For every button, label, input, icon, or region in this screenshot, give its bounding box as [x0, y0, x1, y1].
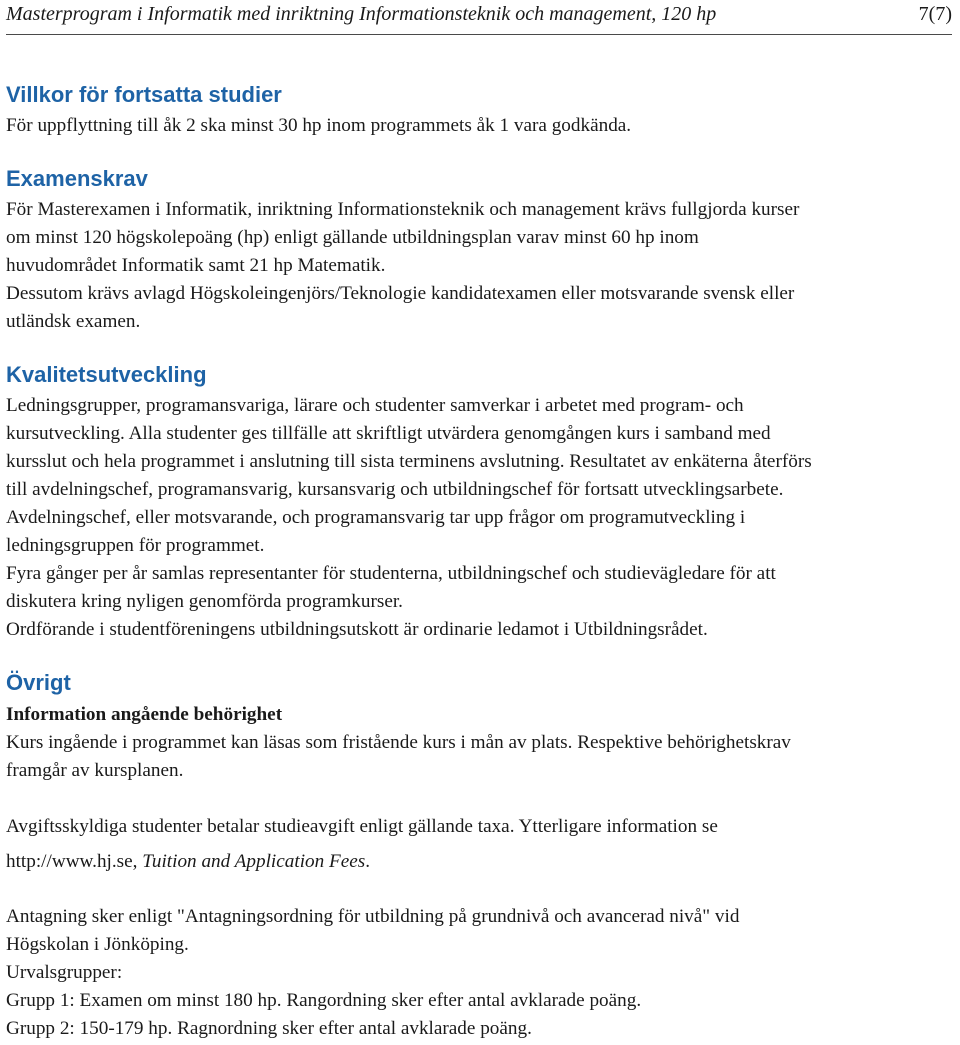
kvalitet-line: diskutera kring nyligen genomförda programkurser. [6, 591, 403, 612]
kvalitet-line: Fyra gånger per år samlas representanter för studenterna, utbildningschef och studievägledare för att [6, 563, 776, 584]
kvalitet-line: Ordförande i studentföreningens utbildningsutskott är ordinarie ledamot i Utbildningsrådet. [6, 619, 708, 640]
kvalitet-line: till avdelningschef, programansvarig, kursansvarig och utbildningschef för fortsatt utvecklingsarbete. [6, 479, 784, 500]
tuition-fees-link[interactable]: Tuition and Application Fees [142, 851, 366, 872]
antagning-line: Högskolan i Jönköping. [6, 934, 189, 955]
urvalsgrupper-label: Urvalsgrupper: [6, 962, 123, 983]
grupp-2-line: Grupp 2: 150-179 hp. Ragnordning sker efter antal avklarade poäng. [6, 1018, 532, 1039]
page-number: 7(7) [918, 3, 952, 25]
examenskrav-line: huvudområdet Informatik samt 21 hp Matematik. [6, 255, 386, 276]
heading-villkor: Villkor för fortsatta studier [6, 82, 282, 107]
kvalitet-line: Avdelningschef, eller motsvarande, och programansvarig tar upp frågor om programutveckling i [6, 507, 746, 528]
fee-line-end: . [365, 851, 371, 872]
heading-ovrigt: Övrigt [6, 670, 71, 695]
antagning-line: Antagning sker enligt "Antagningsordning för utbildning på grundnivå och avancerad nivå" vid [6, 906, 740, 927]
fee-url-link[interactable]: http://www.hj.se, [6, 851, 138, 872]
kvalitet-line: kursutveckling. Alla studenter ges tillfälle att skriftligt utvärdera genomgången kurs i samband med [6, 423, 771, 444]
villkor-text: För uppflyttning till åk 2 ska minst 30 hp inom programmets åk 1 vara godkända. [6, 115, 632, 136]
fee-info-line: Avgiftsskyldiga studenter betalar studieavgift enligt gällande taxa. Ytterligare information se [6, 816, 718, 837]
heading-examenskrav: Examenskrav [6, 166, 148, 191]
grupp-1-line: Grupp 1: Examen om minst 180 hp. Rangordning sker efter antal avklarade poäng. [6, 990, 642, 1011]
subheading-behorighet: Information angående behörighet [6, 704, 283, 725]
heading-kvalitetsutveckling: Kvalitetsutveckling [6, 362, 207, 387]
kvalitet-line: Ledningsgrupper, programansvariga, lärare och studenter samverkar i arbetet med program- och [6, 395, 744, 416]
ovrigt-line: Kurs ingående i programmet kan läsas som fristående kurs i mån av plats. Respektive behörighetskrav [6, 732, 791, 753]
document-title: Masterprogram i Informatik med inriktning Informationsteknik och management, 120 hp [6, 3, 717, 25]
examenskrav-line: Dessutom krävs avlagd Högskoleingenjörs/Teknologie kandidatexamen eller motsvarande svensk eller [6, 283, 795, 304]
page-header [6, 0, 952, 35]
fee-link-line [6, 850, 370, 874]
examenskrav-line: För Masterexamen i Informatik, inriktning Informationsteknik och management krävs fullgjorda kurser [6, 199, 800, 220]
ovrigt-line: framgår av kursplanen. [6, 760, 184, 781]
kvalitet-line: ledningsgruppen för programmet. [6, 535, 265, 556]
kvalitet-line: kursslut och hela programmet i anslutning till sista terminens avslutning. Resultatet av enkäterna återförs [6, 451, 812, 472]
examenskrav-line: om minst 120 högskolepoäng (hp) enligt gällande utbildningsplan varav minst 60 hp inom [6, 227, 699, 248]
examenskrav-line: utländsk examen. [6, 311, 141, 332]
